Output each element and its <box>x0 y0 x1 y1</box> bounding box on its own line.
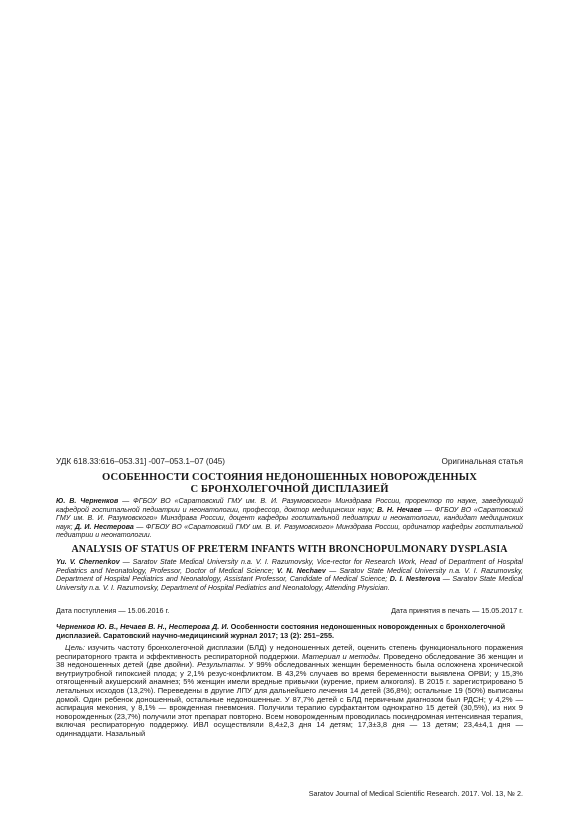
citation-authors: Черненков Ю. В., Нечаев В. Н., Нестерова Д. И. <box>56 622 229 631</box>
abstract-methods-label: Материал и методы. <box>302 651 381 661</box>
abstract-paragraph <box>56 644 523 739</box>
author-ru-1-name: Ю. В. Черненков <box>56 497 119 505</box>
abstract-aim-label: Цель: <box>65 643 85 652</box>
abstract-aim-text: изучить частоту бронхолегочной дисплазии (БЛД) у недоношенных детей, оценить степень функционального поражения респираторного тракта и эффективность респираторной поддержки. <box>56 643 523 661</box>
title-ru-line1: ОСОБЕННОСТИ СОСТОЯНИЯ НЕДОНОШЕННЫХ НОВОРОЖДЕННЫХ <box>101 472 478 483</box>
author-ru-3-affiliation: — ФГБОУ ВО «Саратовский ГМУ им. В. И. Разумовского» Минздрава России, ординатор кафедры госпитальной педиатрии и неонатологии. <box>56 522 524 540</box>
title-ru <box>56 472 523 496</box>
header-row <box>56 457 523 466</box>
authors-en <box>56 558 523 592</box>
udk-code: УДК 618.33:616–053.31] -007–053.1–07 (045) <box>56 457 226 466</box>
article-type: Оригинальная статья <box>441 457 523 466</box>
citation-text: Особенности состояния недоношенных новорожденных с бронхолегочной дисплазией. Саратовский научно-медицинский журнал 2017; 13 (2): 251–255. <box>56 622 506 640</box>
abstract-methods-text: Проведено обследование 36 женщин и 38 недоношенных детей (две двойни). <box>56 651 523 670</box>
author-en-1-name: Yu. V. Chernenkov <box>56 558 120 566</box>
author-ru-3-name: Д. И. Нестерова <box>74 522 134 531</box>
author-en-2-affiliation: — Saratov State Medical University n.a. V. I. Razumovsky, Department of Hospital Pediatrics and Neonatology, Assistant Professor, Candidate of Medical Science; <box>56 566 524 584</box>
abstract-results-label: Результаты. <box>197 660 246 670</box>
author-en-3-name: D. I. Nesterova <box>389 575 441 584</box>
citation <box>56 623 523 640</box>
author-ru-1-affiliation: — ФГБОУ ВО «Саратовский ГМУ им. В. И. Разумовского» Минздрава России, проректор по науке, заведующий кафедрой госпитальной педиатрии и неонатологии, профессор, доктор медицинских наук; <box>56 497 523 514</box>
author-en-1-affiliation: — Saratov State Medical University n.a. V. I. Razumovsky, Vice-rector for Research Work, Head of Department of Hospital Pediatrics and Neonatology, Professor, Doctor of Medical Science; <box>56 558 524 575</box>
title-en: ANALYSIS OF STATUS OF PRETERM INFANTS WITH BRONCHOPULMONARY DYSPLASIA <box>71 544 508 555</box>
accepted-date: Дата принятия в печать — 15.05.2017 г. <box>391 606 523 615</box>
abstract-results-text: У 99% обследованных женщин беременность была осложнена хронической внутриутробной гипоксией плода; у 2,1% резус-конфликтом. В 43,2% случаев во время беременности выявлена ОРВИ; у 15,3% отягощенный акушерский анамнез; 5% женщин имели вредные привычки (курение, прием алкоголя). В 2015 г. зарегистрировано 5 летальных исходов (13,2%). Переведены в другие ЛПУ для дальнейшего лечения 14 детей (36,8%); остальные 19 (50%) выписаны домой. Один ребенок доношенный, остальные недоношенные. У 87,7% детей с БЛД первичным диагнозом был РДСН; у 4,2% — аспирация мекония, у 8,1% — врожденная пневмония. Получили терапию сурфактантом однократно 15 детей (30,5%), из них 9 новорожденных (23,7%) получили этот препарат повторно. Всем новорожденным проводилась посиндромная интенсивная терапия, включая респираторную поддержку. ИВЛ осуществляли 8,4±2,3 дня 14 детям; 17,3±3,8 дня — 13 детям; 23,4±4,1 дня — одиннадцати. Назальный <box>56 660 523 738</box>
author-ru-2-name: В. Н. Нечаев <box>376 505 422 514</box>
authors-ru <box>56 497 523 540</box>
received-date: Дата поступления — 15.06.2016 г. <box>56 606 170 615</box>
author-ru-2-affiliation: — ФГБОУ ВО «Саратовский ГМУ им. В. И. Разумовского» Минздрава России, доцент кафедры госпитальной педиатрии и неонатологии, кандидат медицинских наук; <box>56 505 523 531</box>
title-ru-line2: С БРОНХОЛЕГОЧНОЙ ДИСПЛАЗИЕЙ <box>190 484 389 495</box>
journal-footer: Saratov Journal of Medical Scientific Research. 2017. Vol. 13, № 2. <box>308 789 523 798</box>
author-en-3-affiliation: — Saratov State Medical University n.a. V. I. Razumovsky, Department of Hospital Pediatrics and Neonatology, Attending Physician. <box>56 575 523 592</box>
author-en-2-name: V. N. Nechaev <box>276 566 326 575</box>
dates-row <box>56 606 523 615</box>
abstract <box>56 644 523 739</box>
